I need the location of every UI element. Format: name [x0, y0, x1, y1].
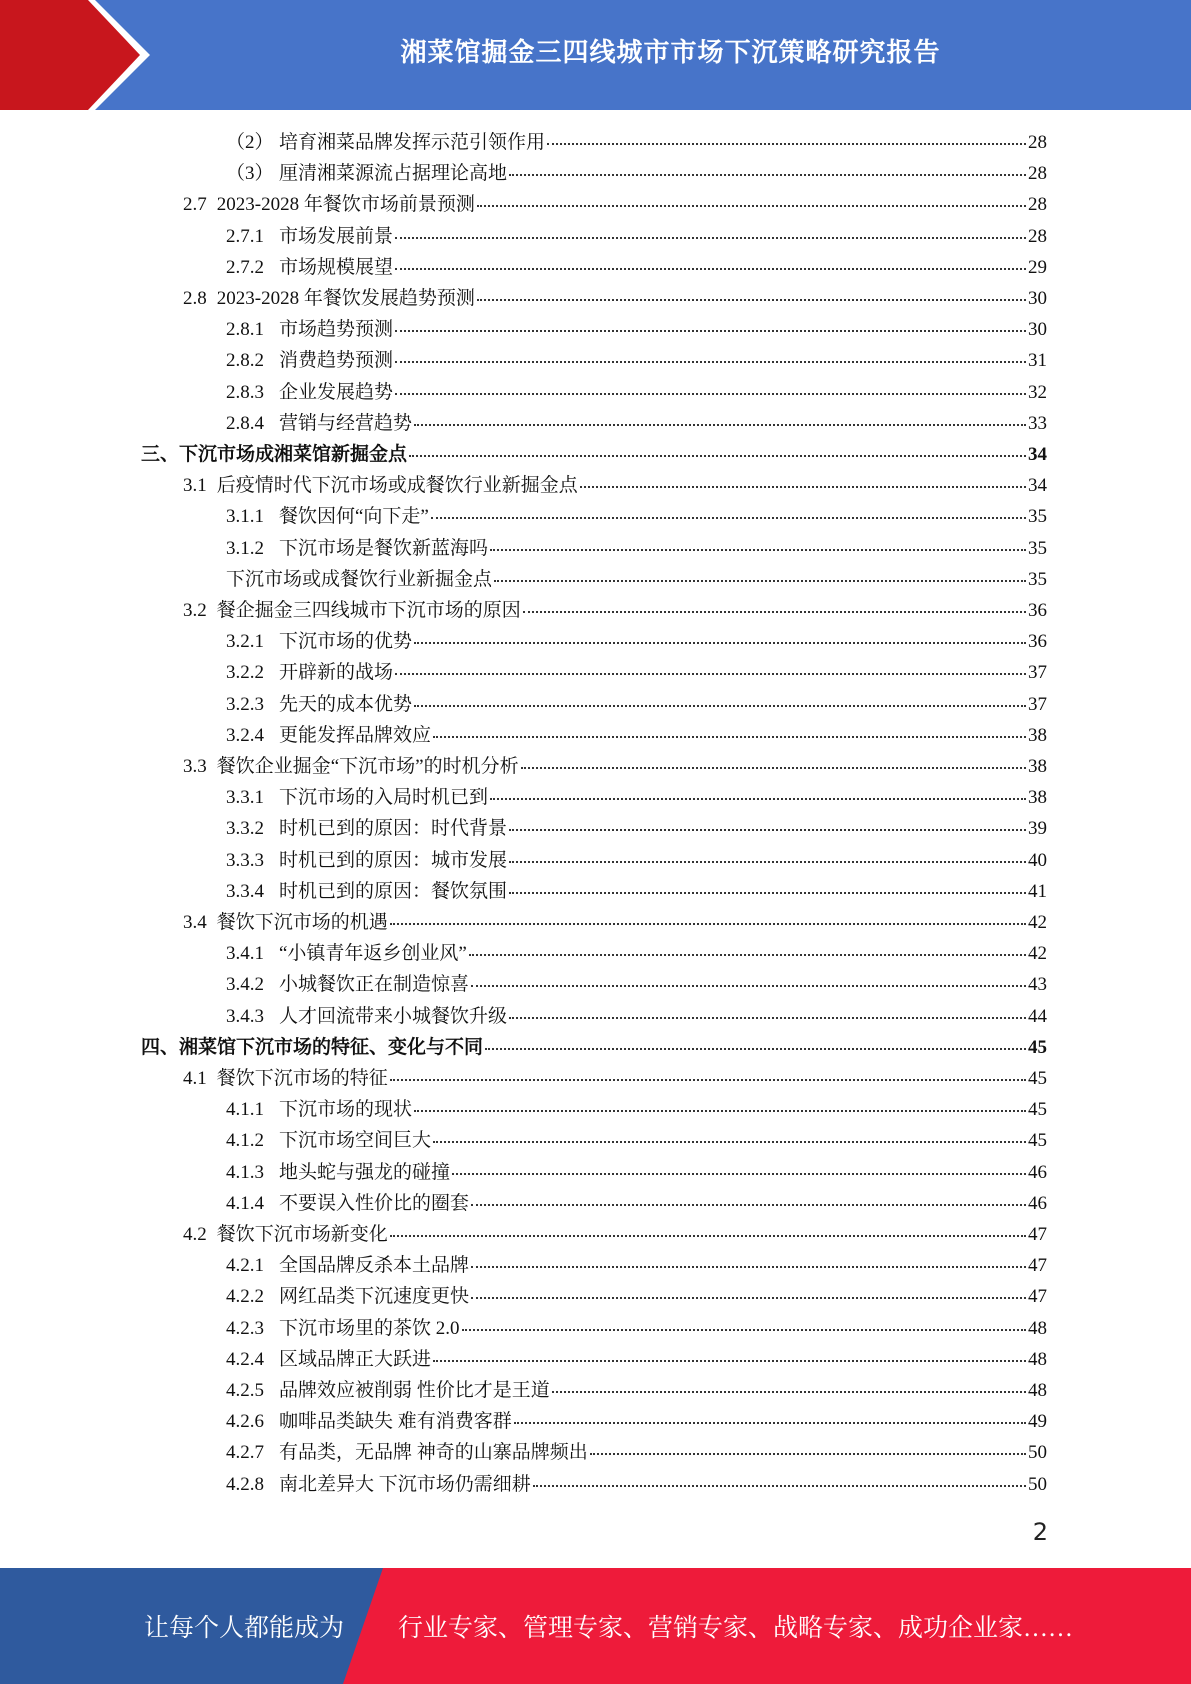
toc-dot-leader	[485, 1047, 1026, 1050]
toc-entry-page: 28	[1028, 194, 1047, 216]
toc-entry-number: 2.7	[183, 194, 207, 216]
toc-dot-leader	[523, 610, 1026, 613]
toc-entry-number: 3.3	[183, 756, 207, 777]
toc-entry-page: 37	[1028, 693, 1047, 715]
toc-entry-title: 培育湘菜品牌发挥示范引领作用	[279, 132, 546, 153]
toc-entry-title: 网红品类下沉速度更快	[279, 1286, 470, 1308]
toc-dot-leader	[477, 298, 1026, 301]
toc-entry-number: 4.2.7	[226, 1442, 264, 1464]
toc-entry-page: 46	[1028, 1192, 1047, 1214]
toc-entry-title: 下沉市场成湘菜馆新掘金点	[179, 444, 408, 465]
toc-entry-title: 餐饮下沉市场的特征	[216, 1068, 388, 1089]
toc-entry-title: 餐饮下沉市场新变化	[216, 1224, 388, 1245]
toc-dot-leader	[471, 1296, 1026, 1299]
toc-entry-page: 45	[1028, 1130, 1047, 1152]
toc-entry-number: 2.7.2	[226, 256, 264, 278]
toc-entry-number: 3.1.2	[226, 537, 264, 559]
toc-entry-title: 2023-2028 年餐饮市场前景预测	[216, 194, 475, 216]
toc-entry-number: 2.8.3	[226, 381, 264, 403]
toc-entry-number: 四、	[141, 1036, 180, 1058]
toc-entry-title: 时机已到的原因：餐饮氛围	[279, 880, 508, 902]
toc-entry-number: 2.8.2	[226, 350, 264, 372]
toc-entry[interactable]	[141, 1032, 1047, 1063]
toc-entry[interactable]	[183, 595, 1047, 626]
toc-entry[interactable]	[183, 283, 1047, 314]
toc-entry[interactable]	[183, 1063, 1047, 1094]
toc-entry-page: 43	[1028, 974, 1047, 996]
toc-entry-title: 下沉市场里的茶饮 2.0	[279, 1317, 460, 1339]
toc-dot-leader	[490, 797, 1026, 800]
toc-entry-page: 45	[1028, 1036, 1047, 1058]
toc-entry[interactable]	[226, 1437, 1047, 1468]
toc-entry[interactable]	[226, 1375, 1047, 1406]
toc-entry-title: 餐企掘金三四线城市下沉市场的原因	[216, 600, 521, 621]
toc-dot-leader	[477, 204, 1026, 207]
toc-dot-leader	[390, 1234, 1026, 1237]
toc-entry-number: 3.2.3	[226, 693, 264, 715]
toc-entry-number: 3.2	[183, 600, 207, 621]
toc-entry-title: 2023-2028 年餐饮发展趋势预测	[216, 288, 475, 309]
toc-entry-page: 50	[1028, 1473, 1047, 1495]
toc-entry-number: 4.1.4	[226, 1192, 264, 1214]
toc-entry-title: 市场趋势预测	[279, 319, 394, 341]
toc-dot-leader	[590, 1452, 1026, 1455]
toc-entry-page: 30	[1028, 319, 1047, 341]
toc-entry-page: 49	[1028, 1411, 1047, 1433]
toc-entry-title: 企业发展趋势	[279, 381, 394, 403]
toc-entry-page: 35	[1028, 506, 1047, 528]
toc-entry-number: 3.3.4	[226, 880, 264, 902]
toc-dot-leader	[471, 984, 1026, 987]
toc-entry[interactable]	[226, 252, 1047, 283]
toc-entry[interactable]	[226, 657, 1047, 688]
toc-entry-page: 48	[1028, 1348, 1047, 1370]
toc-entry-page: 33	[1028, 412, 1047, 434]
toc-entry[interactable]	[226, 1250, 1047, 1281]
toc-entry[interactable]	[226, 533, 1047, 564]
toc-entry-page: 31	[1028, 350, 1047, 372]
toc-dot-leader	[469, 953, 1026, 956]
toc-entry[interactable]	[226, 626, 1047, 657]
toc-entry[interactable]	[183, 189, 1047, 220]
toc-entry-title: 消费趋势预测	[279, 350, 394, 372]
toc-entry-number: 3.4	[183, 912, 207, 933]
toc-entry-title: 先天的成本优势	[279, 693, 413, 715]
toc-entry[interactable]	[226, 1469, 1047, 1500]
toc-entry-page: 35	[1028, 568, 1047, 590]
toc-entry[interactable]	[226, 845, 1047, 876]
toc-entry-page: 44	[1028, 1005, 1047, 1027]
toc-entry-number: 3.4.1	[226, 943, 264, 965]
toc-entry-number: 3.4.3	[226, 1005, 264, 1027]
toc-entry[interactable]	[226, 938, 1047, 969]
toc-entry-number: 3.3.1	[226, 787, 264, 809]
toc-entry-number: 2.7.1	[226, 225, 264, 247]
toc-entry-number: 4.2.3	[226, 1317, 264, 1339]
toc-entry-number: 4.1.2	[226, 1130, 264, 1152]
toc-entry-title: “小镇青年返乡创业风”	[279, 943, 467, 965]
toc-entry-title: 市场规模展望	[279, 256, 394, 278]
toc-entry-page: 28	[1028, 132, 1047, 153]
header-bar	[0, 0, 1191, 110]
toc-entry-page: 29	[1028, 256, 1047, 278]
toc-entry-number: 三、	[141, 444, 180, 465]
toc-entry-page: 41	[1028, 880, 1047, 902]
toc-dot-leader	[521, 766, 1026, 769]
toc-entry-title: 下沉市场的入局时机已到	[279, 787, 489, 809]
toc-entry-number: 4.2.6	[226, 1411, 264, 1433]
toc-dot-leader	[452, 1172, 1026, 1175]
toc-entry[interactable]	[226, 1406, 1047, 1437]
toc-entry[interactable]	[183, 470, 1047, 501]
toc-entry[interactable]	[226, 127, 1047, 158]
toc-entry-page: 50	[1028, 1442, 1047, 1464]
toc-entry-page: 36	[1028, 600, 1047, 621]
toc-entry[interactable]	[226, 314, 1047, 345]
toc-entry[interactable]	[183, 1219, 1047, 1250]
toc-entry-title: 更能发挥品牌效应	[279, 724, 432, 746]
toc-dot-leader	[395, 392, 1026, 395]
toc-entry-number: 3.1.1	[226, 506, 264, 528]
toc-dot-leader	[409, 454, 1026, 457]
toc-entry-title: 厘清湘菜源流占据理论高地	[279, 163, 508, 185]
toc-entry-page: 34	[1028, 444, 1047, 465]
toc-dot-leader	[509, 1016, 1026, 1019]
toc-entry-number: 3.3.3	[226, 849, 264, 871]
toc-entry-title: 市场发展前景	[279, 225, 394, 247]
footer-slogan-right: 行业专家、管理专家、营销专家、战略专家、成功企业家……	[398, 1615, 1074, 1642]
toc-entry-title: 有品类，无品牌 神奇的山寨品牌频出	[279, 1442, 588, 1464]
toc-entry[interactable]	[226, 1313, 1047, 1344]
toc-entry-title: 南北差异大 下沉市场仍需细耕	[279, 1473, 531, 1495]
toc-entry[interactable]	[226, 969, 1047, 1000]
toc-entry[interactable]	[226, 1281, 1047, 1312]
toc-dot-leader	[414, 641, 1026, 644]
toc-dot-leader	[471, 1203, 1026, 1206]
toc-entry-number: 3.4.2	[226, 974, 264, 996]
toc-entry-page: 48	[1028, 1380, 1047, 1401]
toc-entry-number: 3.2.4	[226, 724, 264, 746]
toc-entry-title: 下沉市场的优势	[279, 631, 413, 653]
toc-entry-page: 42	[1028, 943, 1047, 965]
toc-dot-leader	[547, 142, 1026, 145]
toc-dot-leader	[509, 828, 1026, 831]
toc-entry[interactable]	[226, 501, 1047, 532]
toc-entry[interactable]	[226, 813, 1047, 844]
toc-entry-title: 下沉市场或成餐饮行业新掘金点	[226, 568, 493, 590]
toc-entry-page: 28	[1028, 225, 1047, 247]
toc-entry-title: 后疫情时代下沉市场或成餐饮行业新掘金点	[216, 475, 578, 497]
toc-entry[interactable]	[226, 782, 1047, 813]
toc-dot-leader	[395, 329, 1026, 332]
toc-entry-title: 小城餐饮正在制造惊喜	[279, 974, 470, 996]
toc-entry-page: 34	[1028, 475, 1047, 497]
toc-dot-leader	[509, 173, 1026, 176]
toc-dot-leader	[414, 704, 1026, 707]
toc-dot-leader	[490, 548, 1026, 551]
toc-entry-title: 时机已到的原因：时代背景	[279, 818, 508, 840]
toc-entry[interactable]	[226, 345, 1047, 376]
toc-entry[interactable]	[226, 377, 1047, 408]
toc-dot-leader	[414, 423, 1026, 426]
toc-dot-leader	[390, 922, 1026, 925]
toc-entry[interactable]	[226, 564, 1047, 595]
toc-entry-page: 38	[1028, 756, 1047, 777]
toc-entry[interactable]	[226, 1344, 1047, 1375]
toc-entry-title: 品牌效应被削弱 性价比才是王道	[279, 1380, 550, 1401]
toc-entry-page: 45	[1028, 1099, 1047, 1121]
report-title: 湘菜馆掘金三四线城市市场下沉策略研究报告	[400, 37, 941, 68]
toc-dot-leader	[552, 1390, 1026, 1393]
toc-dot-leader	[462, 1328, 1026, 1331]
toc-dot-leader	[509, 860, 1026, 863]
toc-entry-title: 下沉市场的现状	[279, 1099, 413, 1121]
toc-entry-title: 餐饮因何“向下走”	[279, 506, 429, 528]
toc-dot-leader	[433, 1359, 1026, 1362]
toc-entry[interactable]	[226, 158, 1047, 189]
toc-entry[interactable]	[226, 689, 1047, 720]
toc-entry-title: 区域品牌正大跃进	[279, 1348, 432, 1370]
toc-entry-title: 下沉市场是餐饮新蓝海吗	[279, 537, 489, 559]
toc-entry-number: 3.3.2	[226, 818, 264, 840]
toc-entry-number: 3.2.1	[226, 631, 264, 653]
page-number: 2	[1032, 1518, 1048, 1546]
toc-entry-title: 下沉市场空间巨大	[279, 1130, 432, 1152]
toc-entry[interactable]	[226, 876, 1047, 907]
toc-entry-page: 46	[1028, 1161, 1047, 1183]
toc-entry-page: 36	[1028, 631, 1047, 653]
toc-entry-number: 4.1.3	[226, 1161, 264, 1183]
toc-entry-page: 48	[1028, 1317, 1047, 1339]
toc-entry-page: 38	[1028, 787, 1047, 809]
toc-entry[interactable]	[226, 1001, 1047, 1032]
toc-entry-number: （2）	[226, 132, 274, 153]
toc-dot-leader	[494, 579, 1026, 582]
toc-entry[interactable]	[226, 1094, 1047, 1125]
toc-entry-page: 38	[1028, 724, 1047, 746]
toc-entry-number: 2.8.1	[226, 319, 264, 341]
toc-dot-leader	[395, 672, 1026, 675]
toc-entry[interactable]	[226, 720, 1047, 751]
toc-entry-number: 4.2.8	[226, 1473, 264, 1495]
toc-dot-leader	[414, 1109, 1026, 1112]
toc-entry-page: 40	[1028, 849, 1047, 871]
toc-entry-page: 47	[1028, 1286, 1047, 1308]
toc-entry[interactable]	[183, 907, 1047, 938]
toc-dot-leader	[533, 1484, 1026, 1487]
toc-entry[interactable]	[226, 1125, 1047, 1156]
toc-entry-page: 39	[1028, 818, 1047, 840]
toc-entry-page: 30	[1028, 288, 1047, 309]
toc-dot-leader	[509, 891, 1026, 894]
toc-dot-leader	[580, 485, 1026, 488]
footer-slogan-left: 让每个人都能成为	[144, 1615, 345, 1642]
toc-entry-number: 4.2.2	[226, 1286, 264, 1308]
toc-entry-title: 时机已到的原因：城市发展	[279, 849, 508, 871]
toc-entry-title: 开辟新的战场	[279, 662, 394, 684]
toc-dot-leader	[395, 236, 1026, 239]
toc-entry-page: 47	[1028, 1255, 1047, 1277]
toc-entry-page: 47	[1028, 1224, 1047, 1245]
footer-bar	[0, 1568, 1191, 1684]
toc-entry[interactable]	[141, 439, 1047, 470]
toc-dot-leader	[431, 516, 1026, 519]
toc-entry-title: 餐饮企业掘金“下沉市场”的时机分析	[216, 756, 519, 777]
toc-entry-number: 3.2.2	[226, 662, 264, 684]
toc-dot-leader	[395, 267, 1026, 270]
toc-dot-leader	[471, 1265, 1026, 1268]
toc-entry-number: 2.8	[183, 288, 207, 309]
toc-entry-number: 4.2.4	[226, 1348, 264, 1370]
toc-entry-number: 4.2	[183, 1224, 207, 1245]
toc-dot-leader	[433, 735, 1026, 738]
toc-entry-number: 3.1	[183, 475, 207, 497]
toc-entry[interactable]	[183, 751, 1047, 782]
toc-entry-page: 28	[1028, 163, 1047, 185]
toc-entry-number: 4.2.5	[226, 1380, 264, 1401]
toc-entry[interactable]	[226, 408, 1047, 439]
toc-entry-title: 人才回流带来小城餐饮升级	[279, 1005, 508, 1027]
toc-entry-page: 42	[1028, 912, 1047, 933]
toc-entry-number: 4.1.1	[226, 1099, 264, 1121]
toc-entry[interactable]	[226, 221, 1047, 252]
toc-entry-title: 营销与经营趋势	[279, 412, 413, 434]
toc-entry-page: 32	[1028, 381, 1047, 403]
toc-entry-page: 35	[1028, 537, 1047, 559]
toc-entry-title: 全国品牌反杀本土品牌	[279, 1255, 470, 1277]
toc-dot-leader	[395, 360, 1026, 363]
toc-dot-leader	[390, 1078, 1026, 1081]
toc-entry[interactable]	[226, 1188, 1047, 1219]
toc-dot-leader	[433, 1140, 1026, 1143]
toc-entry-title: 餐饮下沉市场的机遇	[216, 912, 388, 933]
toc-entry-number: 4.2.1	[226, 1255, 264, 1277]
toc-entry-title: 湘菜馆下沉市场的特征、变化与不同	[179, 1036, 484, 1058]
toc-entry-page: 45	[1028, 1068, 1047, 1089]
toc-entry-title: 不要误入性价比的圈套	[279, 1192, 470, 1214]
toc-entry-number: 4.1	[183, 1068, 207, 1089]
toc-entry[interactable]	[226, 1157, 1047, 1188]
toc-entry-page: 37	[1028, 662, 1047, 684]
toc-entry-number: 2.8.4	[226, 412, 264, 434]
toc-entry-title: 地头蛇与强龙的碰撞	[279, 1161, 451, 1183]
toc-entry-title: 咖啡品类缺失 难有消费客群	[279, 1411, 512, 1433]
toc-entry-number: （3）	[226, 163, 274, 185]
toc-dot-leader	[514, 1421, 1026, 1424]
